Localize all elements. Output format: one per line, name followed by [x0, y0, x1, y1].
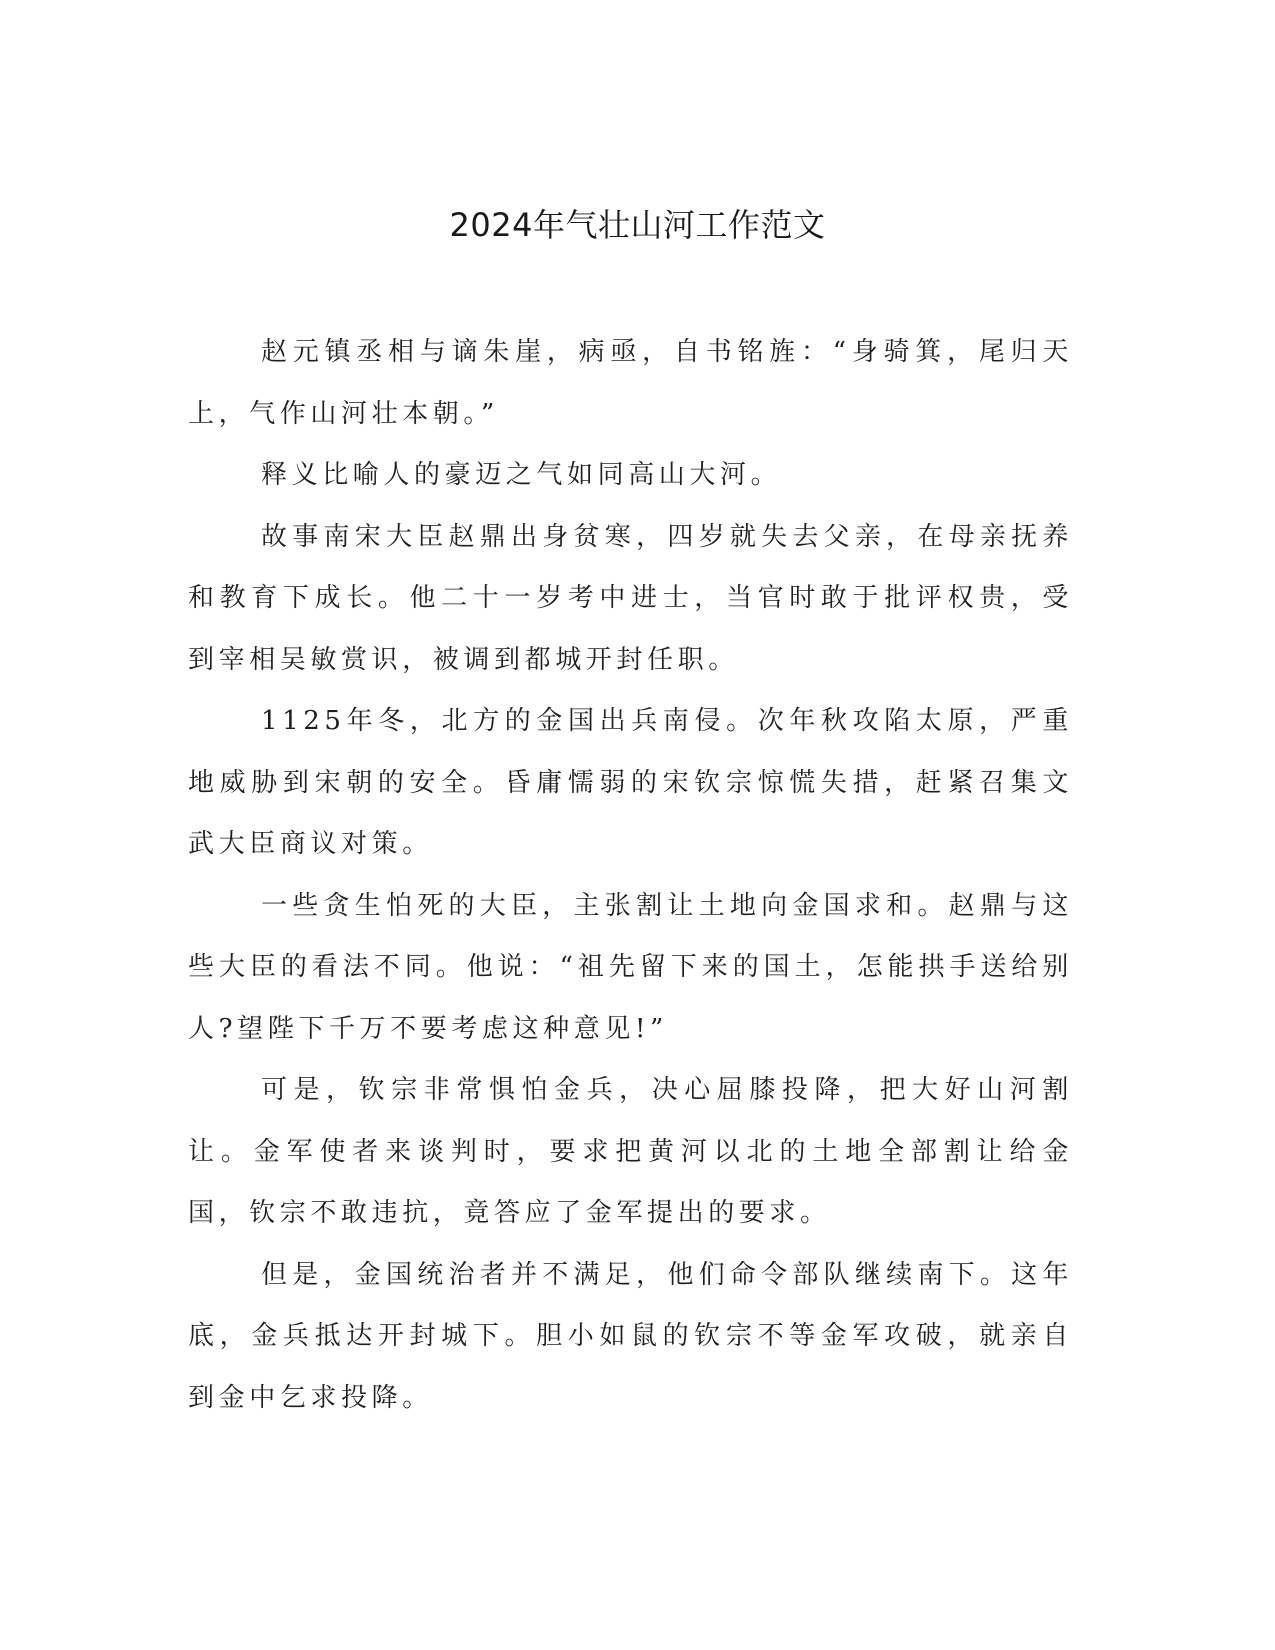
document-title: 2024年气壮山河工作范文: [449, 206, 826, 244]
paragraph: 故事南宋大臣赵鼎出身贫寒，四岁就失去父亲，在母亲抚养和教育下成长。他二十一岁考中进士，当官时敢于批评权贵，受到宰相吴敏赏识，被调到都城开封任职。: [188, 521, 1073, 675]
paragraph: 一些贪生怕死的大臣，主张割让土地向金国求和。赵鼎与这些大臣的看法不同。他说：“祖先留下来的国土，怎能拱手送给别人?望陛下千万不要考虑这种意见!”: [188, 890, 1073, 1044]
paragraph: 1125年冬，北方的金国出兵南侵。次年秋攻陷太原，严重地威胁到宋朝的安全。昏庸懦弱的宋钦宗惊慌失措，赶紧召集文武大臣商议对策。: [188, 706, 1073, 859]
paragraph: 赵元镇丞相与谪朱崖，病亟，自书铭旌：“身骑箕，尾归天上，气作山河壮本朝。”: [188, 337, 1073, 429]
paragraph: 释义比喻人的豪迈之气如同高山大河。: [261, 460, 782, 490]
document-body: [188, 322, 1073, 1429]
paragraph: 可是，钦宗非常惧怕金兵，决心屈膝投降，把大好山河割让。金军使者来谈判时，要求把黄河以北的土地全部割让给金国，钦宗不敢违抗，竟答应了金军提出的要求。: [188, 1075, 1073, 1228]
paragraph: 但是，金国统治者并不满足，他们命令部队继续南下。这年底，金兵抵达开封城下。胆小如鼠的钦宗不等金军攻破，就亲自到金中乞求投降。: [188, 1259, 1073, 1413]
